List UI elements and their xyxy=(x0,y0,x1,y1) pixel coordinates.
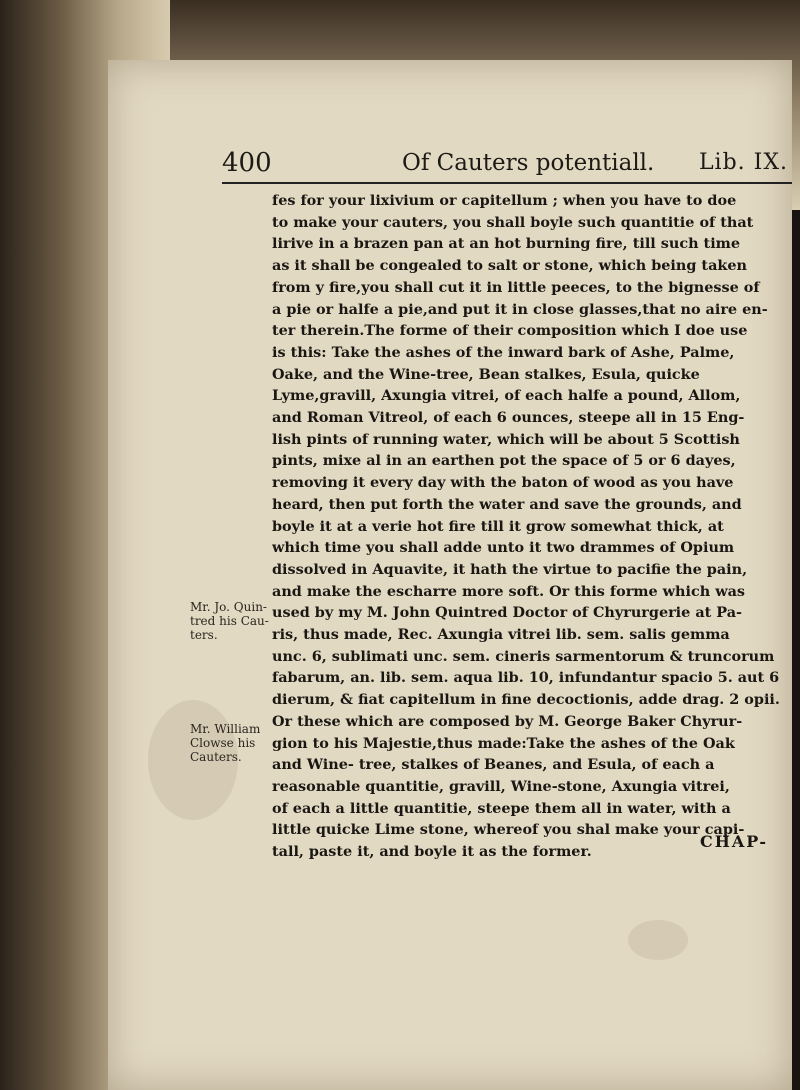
text-line: lirive in a brazen pan at an hot burning fire, till such time xyxy=(272,235,741,253)
text-line: and Roman Vitreol, of each 6 ounces, steepe all in 15 Eng- xyxy=(272,409,745,427)
text-line: removing it every day with the baton of wood as you have xyxy=(272,474,734,492)
text-line: Oake, and the Wine-tree, Bean stalkes, Esula, quicke xyxy=(272,365,700,383)
body-paragraph xyxy=(272,190,792,863)
margin-note-quintred xyxy=(190,600,270,642)
text-line: gion to his Majestie,thus made:Take the ashes of the Oak xyxy=(272,734,735,752)
text-line: pints, mixe al in an earthen pot the space of 5 or 6 dayes, xyxy=(272,452,736,470)
text-line: which time you shall adde unto it two drammes of Opium xyxy=(272,539,735,557)
text-line: is this: Take the ashes of the inward bark of Ashe, Palme, xyxy=(272,343,735,361)
page-number: 400 xyxy=(222,148,272,178)
body-text xyxy=(272,190,792,863)
text-line: fabarum, an. lib. sem. aqua lib. 10, infundantur spacio 5. aut 6 xyxy=(272,669,780,687)
text-line: fes for your lixivium or capitellum ; when you have to doe xyxy=(272,192,737,209)
text-line: heard, then put forth the water and save the grounds, and xyxy=(272,495,742,513)
text-line: little quicke Lime stone, whereof you shal make your capi- xyxy=(272,821,745,839)
text-line: from y fire,you shall cut it in little peeces, to the bignesse of xyxy=(272,278,760,296)
text-line: ter therein.The forme of their composition which I doe use xyxy=(272,322,748,340)
text-line: dissolved in Aquavite, it hath the virtue to pacifie the pain, xyxy=(272,560,748,578)
catchword: CHAP- xyxy=(700,832,769,851)
text-line: as it shall be congealed to salt or stone, which being taken xyxy=(272,257,747,275)
text-line: lish pints of running water, which will be about 5 Scottish xyxy=(272,430,740,448)
text-line: dierum, & fiat capitellum in fine decoctionis, adde drag. 2 opii. xyxy=(272,691,780,709)
text-line: of each a little quantitie, steepe them all in water, with a xyxy=(272,799,731,817)
text-line: Or these which are composed by M. George Baker Chyrur- xyxy=(272,712,743,730)
margin-note-line: Cauters. xyxy=(190,750,242,764)
text-line: boyle it at a verie hot fire till it grow somewhat thick, at xyxy=(272,517,724,535)
text-line: unc. 6, sublimati unc. sem. cineris sarmentorum & truncorum xyxy=(272,647,775,665)
margin-note-line: Clowse his xyxy=(190,736,256,750)
text-line: reasonable quantitie, gravill, Wine-stone, Axungia vitrei, xyxy=(272,777,730,795)
text-line: Lyme,gravill, Axungia vitrei, of each halfe a pound, Allom, xyxy=(272,387,741,405)
text-line: ris, thus made, Rec. Axungia vitrei lib. sem. salis gemma xyxy=(272,626,730,644)
page-header xyxy=(222,148,792,184)
margin-note-line: Mr. Jo. Quin- xyxy=(190,600,267,614)
margin-note-clowes xyxy=(190,722,270,764)
margin-note-line: tred his Cau- xyxy=(190,614,269,628)
running-head: Of Cauters potentiall. xyxy=(402,150,655,176)
book-number: Lib. IX. xyxy=(698,150,788,175)
text-line: used by my M. John Quintred Doctor of Chyrurgerie at Pa- xyxy=(272,604,743,622)
text-line: a pie or halfe a pie,and put it in close glasses,that no aire en- xyxy=(272,300,768,318)
text-line: and Wine- tree, stalkes of Beanes, and Esula, of each a xyxy=(272,756,715,774)
text-line: to make your cauters, you shall boyle such quantitie of that xyxy=(272,213,754,231)
paper-stain xyxy=(628,920,688,960)
margin-note-line: ters. xyxy=(190,628,218,642)
margin-note-line: Mr. William xyxy=(190,722,261,736)
text-line: and make the escharre more soft. Or this forme which was xyxy=(272,582,746,600)
text-line: tall, paste it, and boyle it as the former. xyxy=(272,843,592,861)
